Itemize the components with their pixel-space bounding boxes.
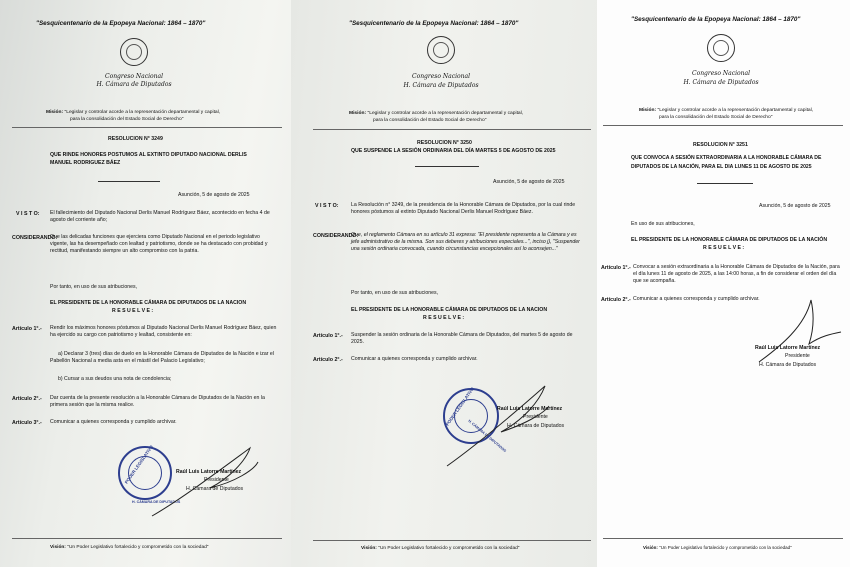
vision-text: "Un Poder Legislativo fortalecido y comprometido con la sociedad" (378, 546, 520, 551)
visto-label: V I S T O: (315, 203, 339, 209)
article-1-label: Artículo 1°.- (601, 265, 631, 271)
resolution-number: RESOLUCION N° 3251 (693, 142, 748, 148)
stamp-text-bottom: H. CÁMARA DE DIPUTADOS (467, 418, 507, 454)
congress-name: Congreso Nacional (691, 70, 750, 77)
article-1-item-a: a) Declarar 3 (tres) días de duelo en la Honorable Cámara de Diputados de la Nación e izar el Pabellón Nacional a media asta en el mástil del Palacio Legislativo; (50, 351, 274, 365)
resolution-title-2: DIPUTADOS DE LA NACIÓN, PARA EL DIA LUNES 11 DE AGOSTO DE 2025 (631, 164, 812, 170)
resolution-title: QUE CONVOCA A SESIÓN EXTRAORDINARIA A LA HONORABLE CÁMARA DE (631, 155, 822, 161)
resolution-date: Asunción, 5 de agosto de 2025 (493, 179, 565, 185)
signer-title: Presidente (204, 477, 229, 483)
mission-label: Misión: (46, 110, 64, 115)
coat-of-arms-seal (120, 38, 148, 66)
resolution-title: QUE SUSPENDE LA SESIÓN ORDINARIA DEL DÍA MARTES 5 DE AGOSTO DE 2025 (351, 148, 556, 154)
vision-text: "Un Poder Legislativo fortalecido y comprometido con la sociedad" (659, 545, 792, 550)
resuelve: R E S U E L V E : (423, 315, 465, 321)
resolution-title: QUE RINDE HONORES POSTUMOS AL EXTINTO DIPUTADO NACIONAL DERLIS (50, 152, 247, 158)
considerando-text: Que las delicadas funciones que ejerciera como Diputado Nacional en el periodo legislativo vigente, las ha desempeñado con lealtad y patriotismo, donde se ha destacado con probidad y rectitud, manifestando siempre un alto compromiso con la patria. (50, 234, 268, 255)
president-line: EL PRESIDENTE DE LA HONORABLE CÁMARA DE DIPUTADOS DE LA NACION (351, 307, 548, 313)
header-motto: "Sesquicentenario de la Epopeya Nacional: 1864 – 1870" (36, 20, 206, 27)
article-1-label: Artículo 1°.- (12, 326, 42, 332)
signer-title: Presidente (785, 353, 810, 359)
stamp-text-bottom: H. CÁMARA DE DIPUTADOS (132, 500, 181, 504)
resolution-3250-page (291, 0, 597, 567)
por-tanto: En uso de sus atribuciones, (631, 221, 695, 227)
mission-text: "Legislar y controlar acorde a la representación departamental y capital, (367, 111, 524, 116)
article-2-text: Dar cuenta de la presente resolución a la Honorable Cámara de Diputados de la Nación en la primera sesión que la misma realice. (50, 395, 265, 409)
resolution-title-2: MANUEL RODRIGUEZ BÁEZ (50, 160, 121, 166)
chamber-name: H. Cámara de Diputados (403, 82, 479, 89)
visto-text: El fallecimiento del Diputado Nacional Derlis Manuel Rodríguez Báez, acontecido en fecha 4 de agosto del corriente año; (50, 210, 270, 224)
resolution-date: Asunción, 5 de agosto de 2025 (759, 203, 831, 209)
vision-label: Visión: (361, 546, 377, 551)
considerando-text: Que, el reglamento Cámara en su artículo 31 expresa: "El presidente representa a la Cámara y es jefe administrativo de la misma. Son sus deberes y atribuciones especiales...", inciso j), "Suspender una sesión ordinaria convocada, cuando circunstancias excepcionales así lo aconsejen..." (351, 232, 580, 253)
resuelve: R E S U E L V E : (703, 245, 745, 251)
por-tanto: Por tanto, en uso de sus atribuciones, (351, 290, 439, 296)
resolution-number: RESOLUCION N° 3249 (108, 136, 163, 142)
article-3-text: Comunicar a quienes corresponda y cumplido archivar. (50, 419, 177, 425)
article-3-label: Artículo 3°.- (12, 420, 42, 426)
article-1-text: Convocar a sesión extraordinaria a la Honorable Cámara de Diputados de la Nación, para el día lunes 11 de agosto de 2025, a las 14:00 horas, a fin de considerar el orden del día que se acompaña. (633, 264, 840, 285)
signer-name: Raúl Luis Latorre Martínez (176, 469, 242, 475)
resuelve: R E S U E L V E : (112, 308, 154, 314)
header-divider (313, 129, 591, 130)
resolution-number: RESOLUCION N° 3250 (417, 140, 472, 146)
signer-name: Raúl Luis Latorre Martínez (755, 345, 821, 351)
vision-text: "Un Poder Legislativo fortalecido y comprometido con la sociedad" (67, 545, 209, 550)
signer-chamber: H. Cámara de Diputados (186, 486, 244, 492)
resolution-3249-page (0, 0, 291, 567)
president-line: EL PRESIDENTE DE LA HONORABLE CÁMARA DE DIPUTADOS DE LA NACION (50, 300, 247, 306)
article-1-item-b: b) Cursar a sus deudos una nota de condolencia; (58, 376, 172, 382)
mission-text-2: para la consolidación del Estado Social de Derecho" (659, 115, 773, 120)
header-divider (12, 127, 282, 128)
signer-name: Raúl Luis Latorre Martínez (497, 406, 563, 412)
footer-divider (313, 540, 591, 541)
footer-divider (603, 538, 843, 539)
congress-name: Congreso Nacional (411, 73, 470, 80)
signer-chamber: H. Cámara de Diputados (507, 423, 565, 429)
considerando-label: CONSIDERANDO: (313, 233, 359, 239)
article-2-text: Comunicar a quienes corresponda y cumplido archivar. (351, 356, 478, 362)
mission-text: "Legislar y controlar acorde a la representación departamental y capital, (64, 110, 221, 115)
mission-text-2: para la consolidación del Estado Social de Derecho" (373, 118, 487, 123)
congress-name: Congreso Nacional (104, 73, 163, 80)
title-rule (415, 166, 479, 167)
article-1-text: Rendir los máximos honores póstumos al Diputado Nacional Derlis Manuel Rodríguez Báez, quien ha ejercido su cargo con patriotismo y lealtad, consistente en: (50, 325, 277, 339)
considerando-label: CONSIDERANDO: (12, 235, 58, 241)
resolution-date: Asunción, 5 de agosto de 2025 (178, 192, 250, 198)
article-1-text: Suspender la sesión ordinaria de la Honorable Cámara de Diputados, del martes 5 de agosto de 2025. (351, 332, 573, 346)
article-2-text: Comunicar a quienes corresponda y cumplido archivar. (633, 296, 760, 302)
header-motto: "Sesquicentenario de la Epopeya Nacional: 1864 – 1870" (349, 20, 519, 27)
header-divider (603, 125, 843, 126)
chamber-name: H. Cámara de Diputados (96, 81, 172, 88)
signer-chamber: H. Cámara de Diputados (759, 362, 817, 368)
title-rule (98, 181, 160, 182)
header-motto: "Sesquicentenario de la Epopeya Nacional: 1864 – 1870" (631, 16, 801, 23)
footer-divider (12, 538, 282, 539)
mission-label: Misión: (349, 111, 367, 116)
mission-text: "Legislar y controlar acorde a la representación departamental y capital, (657, 108, 814, 113)
article-2-label: Artículo 2°.- (313, 357, 343, 363)
chamber-name: H. Cámara de Diputados (683, 79, 759, 86)
stamp-text: PODER LEGISLATIVO (123, 444, 155, 485)
stamp-text: PODER LEGISLATIVO (444, 386, 476, 427)
mission-text-2: para la consolidación del Estado Social de Derecho" (70, 117, 184, 122)
article-2-label: Artículo 2°.- (12, 396, 42, 402)
signer-title: Presidente (523, 414, 548, 420)
coat-of-arms-seal (427, 36, 455, 64)
article-2-label: Artículo 2°.- (601, 297, 631, 303)
president-line: EL PRESIDENTE DE LA HONORABLE CÁMARA DE DIPUTADOS DE LA NACIÓN (631, 237, 828, 243)
por-tanto: Por tanto, en uso de sus atribuciones, (50, 284, 138, 290)
vision-label: Visión: (50, 545, 66, 550)
visto-label: V I S T O: (16, 211, 40, 217)
title-rule (697, 183, 753, 184)
coat-of-arms-seal (707, 34, 735, 62)
vision-label: Visión: (643, 545, 658, 550)
mission-label: Misión: (639, 108, 657, 113)
visto-text: La Resolución n° 3249, de la presidencia de la Honorable Cámara de Diputados, por la cual rinde honores póstumos al extinto Diputado Nacional Derlis Manuel Rodríguez Báez. (351, 202, 576, 216)
resolution-3251-page (597, 0, 850, 567)
article-1-label: Artículo 1°.- (313, 333, 343, 339)
